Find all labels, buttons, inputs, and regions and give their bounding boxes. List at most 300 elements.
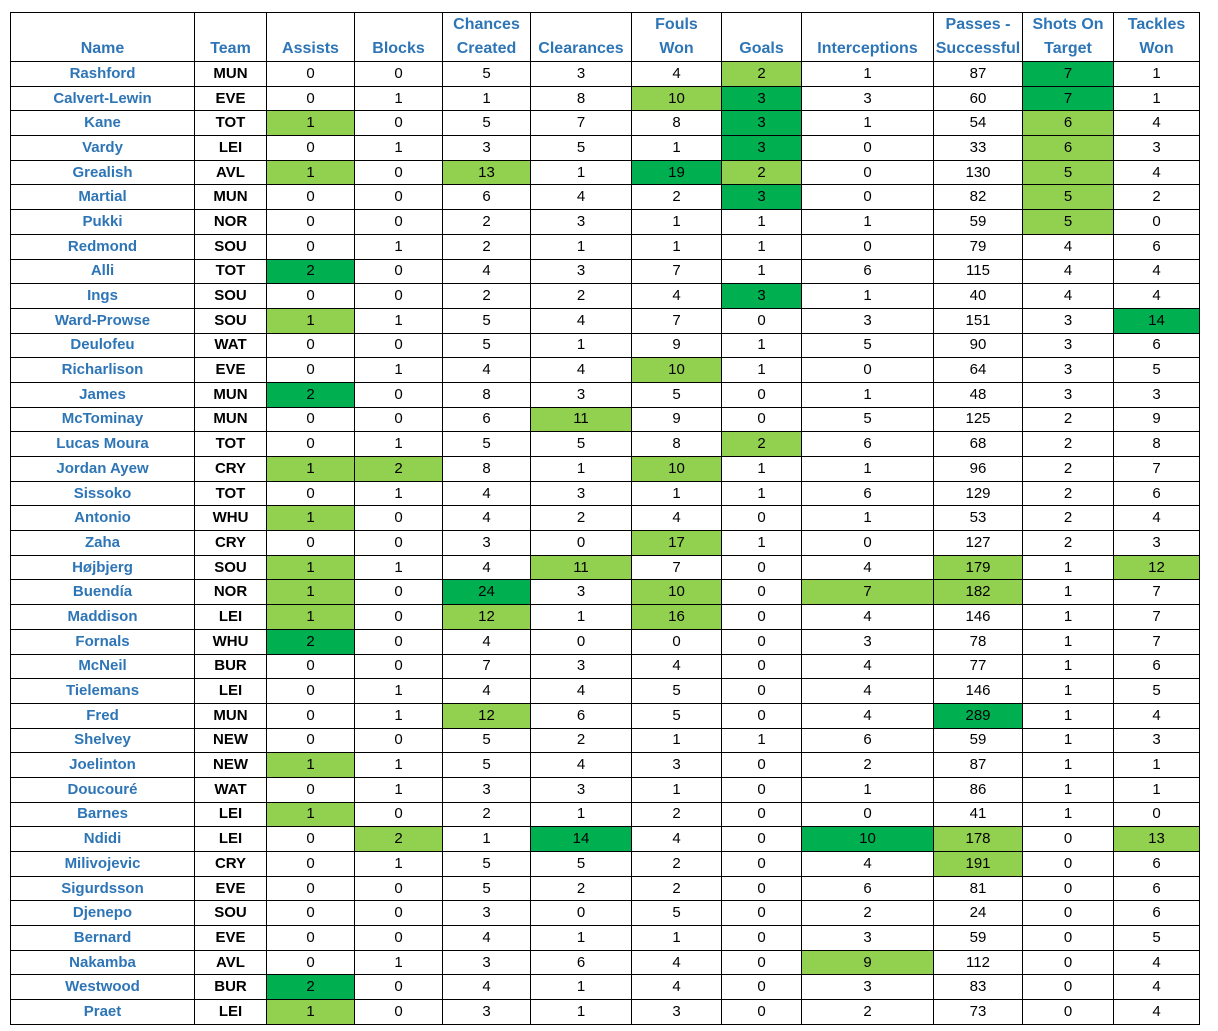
passes-successful-cell: 146 [934, 605, 1023, 630]
passes-successful-cell: 178 [934, 827, 1023, 852]
clearances-cell: 5 [531, 432, 632, 457]
player-name-cell: McNeil [11, 654, 195, 679]
shots-on-target-cell: 1 [1023, 728, 1114, 753]
table-row [11, 382, 1200, 407]
blocks-cell: 0 [355, 629, 443, 654]
fouls-won-cell: 3 [632, 753, 722, 778]
blocks-cell: 0 [355, 728, 443, 753]
clearances-cell: 3 [531, 382, 632, 407]
passes-successful-cell: 59 [934, 210, 1023, 235]
team-cell: WHU [195, 506, 267, 531]
passes-successful-cell: 59 [934, 926, 1023, 951]
assists-cell: 0 [267, 852, 355, 877]
interceptions-cell: 1 [802, 111, 934, 136]
assists-cell: 0 [267, 284, 355, 309]
interceptions-cell: 1 [802, 382, 934, 407]
passes-successful-cell: 53 [934, 506, 1023, 531]
clearances-cell: 4 [531, 753, 632, 778]
table-row [11, 950, 1200, 975]
chances-created-cell: 4 [443, 358, 531, 383]
player-name-cell: Zaha [11, 531, 195, 556]
clearances-cell: 6 [531, 950, 632, 975]
tackles-won-cell: 4 [1114, 703, 1200, 728]
assists-cell: 1 [267, 160, 355, 185]
team-cell: CRY [195, 457, 267, 482]
player-name-cell: Ndidi [11, 827, 195, 852]
blocks-cell: 1 [355, 308, 443, 333]
assists-cell: 0 [267, 950, 355, 975]
blocks-cell: 2 [355, 457, 443, 482]
team-cell: CRY [195, 531, 267, 556]
fouls-won-cell: 2 [632, 185, 722, 210]
tackles-won-cell: 7 [1114, 629, 1200, 654]
assists-cell: 0 [267, 876, 355, 901]
fouls-won-cell: 1 [632, 777, 722, 802]
table-row [11, 926, 1200, 951]
shots-on-target-cell: 2 [1023, 407, 1114, 432]
assists-cell: 1 [267, 802, 355, 827]
goals-cell: 0 [722, 679, 802, 704]
assists-cell: 1 [267, 580, 355, 605]
chances-created-cell: 5 [443, 852, 531, 877]
table-row [11, 432, 1200, 457]
blocks-cell: 1 [355, 703, 443, 728]
blocks-cell: 0 [355, 901, 443, 926]
interceptions-cell: 1 [802, 457, 934, 482]
interceptions-cell: 9 [802, 950, 934, 975]
passes-successful-cell: 86 [934, 777, 1023, 802]
tackles-won-cell: 6 [1114, 654, 1200, 679]
goals-cell: 2 [722, 160, 802, 185]
team-cell: LEI [195, 136, 267, 161]
goals-cell: 0 [722, 654, 802, 679]
team-cell: LEI [195, 827, 267, 852]
fouls-won-cell: 3 [632, 1000, 722, 1025]
clearances-cell: 2 [531, 284, 632, 309]
tackles-won-cell: 3 [1114, 136, 1200, 161]
assists-cell: 0 [267, 185, 355, 210]
table-row [11, 876, 1200, 901]
team-cell: SOU [195, 555, 267, 580]
fouls-won-cell: 1 [632, 234, 722, 259]
fouls-won-cell: 4 [632, 975, 722, 1000]
passes-successful-cell: 127 [934, 531, 1023, 556]
tackles-won-cell: 4 [1114, 259, 1200, 284]
fouls-won-cell: 9 [632, 407, 722, 432]
passes-successful-cell: 59 [934, 728, 1023, 753]
table-row [11, 975, 1200, 1000]
goals-cell: 3 [722, 111, 802, 136]
goals-cell: 1 [722, 259, 802, 284]
interceptions-cell: 5 [802, 333, 934, 358]
clearances-cell: 1 [531, 975, 632, 1000]
table-row [11, 777, 1200, 802]
passes-successful-cell: 78 [934, 629, 1023, 654]
chances-created-cell: 4 [443, 259, 531, 284]
assists-cell: 0 [267, 136, 355, 161]
column-header-passes-successful: Passes - Successful [934, 13, 1023, 62]
blocks-cell: 0 [355, 284, 443, 309]
team-cell: MUN [195, 185, 267, 210]
blocks-cell: 1 [355, 481, 443, 506]
team-cell: NEW [195, 753, 267, 778]
clearances-cell: 1 [531, 605, 632, 630]
clearances-cell: 3 [531, 580, 632, 605]
assists-cell: 0 [267, 703, 355, 728]
assists-cell: 0 [267, 901, 355, 926]
passes-successful-cell: 96 [934, 457, 1023, 482]
team-cell: TOT [195, 432, 267, 457]
shots-on-target-cell: 5 [1023, 210, 1114, 235]
chances-created-cell: 5 [443, 728, 531, 753]
player-name-cell: Maddison [11, 605, 195, 630]
chances-created-cell: 4 [443, 679, 531, 704]
interceptions-cell: 6 [802, 876, 934, 901]
chances-created-cell: 3 [443, 950, 531, 975]
player-name-cell: Milivojevic [11, 852, 195, 877]
tackles-won-cell: 0 [1114, 210, 1200, 235]
fouls-won-cell: 4 [632, 950, 722, 975]
tackles-won-cell: 4 [1114, 284, 1200, 309]
interceptions-cell: 10 [802, 827, 934, 852]
clearances-cell: 14 [531, 827, 632, 852]
player-name-cell: Doucouré [11, 777, 195, 802]
goals-cell: 0 [722, 555, 802, 580]
chances-created-cell: 4 [443, 506, 531, 531]
chances-created-cell: 24 [443, 580, 531, 605]
clearances-cell: 6 [531, 703, 632, 728]
assists-cell: 1 [267, 457, 355, 482]
fouls-won-cell: 17 [632, 531, 722, 556]
interceptions-cell: 2 [802, 753, 934, 778]
shots-on-target-cell: 7 [1023, 62, 1114, 87]
interceptions-cell: 3 [802, 629, 934, 654]
team-cell: BUR [195, 975, 267, 1000]
team-cell: TOT [195, 481, 267, 506]
column-header-chances-created: Chances Created [443, 13, 531, 62]
team-cell: LEI [195, 679, 267, 704]
clearances-cell: 0 [531, 629, 632, 654]
clearances-cell: 11 [531, 407, 632, 432]
interceptions-cell: 2 [802, 901, 934, 926]
interceptions-cell: 1 [802, 777, 934, 802]
team-cell: MUN [195, 703, 267, 728]
assists-cell: 1 [267, 605, 355, 630]
clearances-cell: 0 [531, 901, 632, 926]
tackles-won-cell: 8 [1114, 432, 1200, 457]
table-row [11, 210, 1200, 235]
goals-cell: 0 [722, 777, 802, 802]
passes-successful-cell: 24 [934, 901, 1023, 926]
goals-cell: 0 [722, 901, 802, 926]
clearances-cell: 3 [531, 481, 632, 506]
clearances-cell: 1 [531, 926, 632, 951]
blocks-cell: 0 [355, 62, 443, 87]
chances-created-cell: 4 [443, 481, 531, 506]
chances-created-cell: 2 [443, 210, 531, 235]
tackles-won-cell: 5 [1114, 926, 1200, 951]
tackles-won-cell: 3 [1114, 531, 1200, 556]
shots-on-target-cell: 4 [1023, 234, 1114, 259]
table-row [11, 62, 1200, 87]
blocks-cell: 0 [355, 876, 443, 901]
goals-cell: 0 [722, 605, 802, 630]
tackles-won-cell: 0 [1114, 802, 1200, 827]
clearances-cell: 3 [531, 62, 632, 87]
fouls-won-cell: 4 [632, 284, 722, 309]
fouls-won-cell: 16 [632, 605, 722, 630]
shots-on-target-cell: 4 [1023, 259, 1114, 284]
fouls-won-cell: 9 [632, 333, 722, 358]
table-row [11, 802, 1200, 827]
interceptions-cell: 5 [802, 407, 934, 432]
clearances-cell: 2 [531, 506, 632, 531]
assists-cell: 2 [267, 975, 355, 1000]
table-row [11, 284, 1200, 309]
fouls-won-cell: 5 [632, 382, 722, 407]
assists-cell: 1 [267, 1000, 355, 1025]
assists-cell: 2 [267, 382, 355, 407]
interceptions-cell: 3 [802, 308, 934, 333]
interceptions-cell: 1 [802, 506, 934, 531]
blocks-cell: 0 [355, 1000, 443, 1025]
team-cell: EVE [195, 926, 267, 951]
clearances-cell: 11 [531, 555, 632, 580]
blocks-cell: 2 [355, 827, 443, 852]
passes-successful-cell: 48 [934, 382, 1023, 407]
table-row [11, 506, 1200, 531]
goals-cell: 1 [722, 333, 802, 358]
team-cell: EVE [195, 358, 267, 383]
goals-cell: 1 [722, 481, 802, 506]
interceptions-cell: 0 [802, 234, 934, 259]
assists-cell: 0 [267, 62, 355, 87]
fouls-won-cell: 5 [632, 679, 722, 704]
clearances-cell: 0 [531, 531, 632, 556]
blocks-cell: 0 [355, 975, 443, 1000]
passes-successful-cell: 41 [934, 802, 1023, 827]
blocks-cell: 0 [355, 654, 443, 679]
tackles-won-cell: 6 [1114, 901, 1200, 926]
passes-successful-cell: 77 [934, 654, 1023, 679]
player-name-cell: Alli [11, 259, 195, 284]
chances-created-cell: 6 [443, 185, 531, 210]
chances-created-cell: 5 [443, 432, 531, 457]
fouls-won-cell: 19 [632, 160, 722, 185]
chances-created-cell: 5 [443, 62, 531, 87]
interceptions-cell: 3 [802, 975, 934, 1000]
shots-on-target-cell: 6 [1023, 136, 1114, 161]
team-cell: NOR [195, 580, 267, 605]
interceptions-cell: 0 [802, 185, 934, 210]
goals-cell: 2 [722, 62, 802, 87]
assists-cell: 0 [267, 481, 355, 506]
chances-created-cell: 12 [443, 703, 531, 728]
team-cell: SOU [195, 308, 267, 333]
goals-cell: 2 [722, 432, 802, 457]
column-header-clearances: Clearances [531, 13, 632, 62]
passes-successful-cell: 64 [934, 358, 1023, 383]
tackles-won-cell: 3 [1114, 728, 1200, 753]
player-name-cell: Rashford [11, 62, 195, 87]
shots-on-target-cell: 0 [1023, 876, 1114, 901]
chances-created-cell: 13 [443, 160, 531, 185]
blocks-cell: 1 [355, 852, 443, 877]
blocks-cell: 1 [355, 86, 443, 111]
table-header [11, 13, 1200, 62]
passes-successful-cell: 40 [934, 284, 1023, 309]
fouls-won-cell: 10 [632, 358, 722, 383]
goals-cell: 0 [722, 827, 802, 852]
player-name-cell: Fred [11, 703, 195, 728]
table-row [11, 531, 1200, 556]
goals-cell: 1 [722, 358, 802, 383]
blocks-cell: 1 [355, 555, 443, 580]
assists-cell: 2 [267, 629, 355, 654]
passes-successful-cell: 87 [934, 62, 1023, 87]
table-row [11, 234, 1200, 259]
tackles-won-cell: 6 [1114, 852, 1200, 877]
clearances-cell: 1 [531, 234, 632, 259]
player-name-cell: Kane [11, 111, 195, 136]
goals-cell: 3 [722, 86, 802, 111]
player-name-cell: Bernard [11, 926, 195, 951]
player-name-cell: Fornals [11, 629, 195, 654]
chances-created-cell: 4 [443, 975, 531, 1000]
chances-created-cell: 3 [443, 1000, 531, 1025]
tackles-won-cell: 3 [1114, 382, 1200, 407]
fouls-won-cell: 10 [632, 580, 722, 605]
passes-successful-cell: 125 [934, 407, 1023, 432]
shots-on-target-cell: 7 [1023, 86, 1114, 111]
table-row [11, 679, 1200, 704]
player-name-cell: Grealish [11, 160, 195, 185]
table-row [11, 185, 1200, 210]
tackles-won-cell: 7 [1114, 580, 1200, 605]
team-cell: LEI [195, 605, 267, 630]
shots-on-target-cell: 4 [1023, 284, 1114, 309]
tackles-won-cell: 4 [1114, 950, 1200, 975]
assists-cell: 1 [267, 506, 355, 531]
player-name-cell: Antonio [11, 506, 195, 531]
table-row [11, 136, 1200, 161]
goals-cell: 1 [722, 531, 802, 556]
clearances-cell: 3 [531, 777, 632, 802]
assists-cell: 2 [267, 259, 355, 284]
shots-on-target-cell: 3 [1023, 382, 1114, 407]
player-name-cell: Ward-Prowse [11, 308, 195, 333]
tackles-won-cell: 12 [1114, 555, 1200, 580]
interceptions-cell: 6 [802, 728, 934, 753]
blocks-cell: 1 [355, 136, 443, 161]
table-body [11, 62, 1200, 1025]
shots-on-target-cell: 5 [1023, 185, 1114, 210]
chances-created-cell: 6 [443, 407, 531, 432]
chances-created-cell: 2 [443, 802, 531, 827]
player-name-cell: Richarlison [11, 358, 195, 383]
clearances-cell: 1 [531, 160, 632, 185]
table-row [11, 481, 1200, 506]
player-name-cell: Djenepo [11, 901, 195, 926]
shots-on-target-cell: 2 [1023, 481, 1114, 506]
shots-on-target-cell: 2 [1023, 432, 1114, 457]
shots-on-target-cell: 1 [1023, 580, 1114, 605]
clearances-cell: 4 [531, 679, 632, 704]
interceptions-cell: 4 [802, 555, 934, 580]
table-row [11, 259, 1200, 284]
chances-created-cell: 3 [443, 136, 531, 161]
team-cell: AVL [195, 160, 267, 185]
blocks-cell: 0 [355, 333, 443, 358]
shots-on-target-cell: 1 [1023, 654, 1114, 679]
player-name-cell: Calvert-Lewin [11, 86, 195, 111]
team-cell: WAT [195, 777, 267, 802]
chances-created-cell: 2 [443, 234, 531, 259]
shots-on-target-cell: 0 [1023, 926, 1114, 951]
table-row [11, 86, 1200, 111]
fouls-won-cell: 8 [632, 432, 722, 457]
clearances-cell: 1 [531, 457, 632, 482]
blocks-cell: 0 [355, 531, 443, 556]
passes-successful-cell: 191 [934, 852, 1023, 877]
assists-cell: 0 [267, 358, 355, 383]
passes-successful-cell: 87 [934, 753, 1023, 778]
assists-cell: 0 [267, 531, 355, 556]
table-row [11, 358, 1200, 383]
tackles-won-cell: 6 [1114, 234, 1200, 259]
chances-created-cell: 4 [443, 555, 531, 580]
goals-cell: 0 [722, 876, 802, 901]
team-cell: MUN [195, 382, 267, 407]
interceptions-cell: 0 [802, 802, 934, 827]
tackles-won-cell: 14 [1114, 308, 1200, 333]
goals-cell: 0 [722, 407, 802, 432]
shots-on-target-cell: 3 [1023, 358, 1114, 383]
shots-on-target-cell: 0 [1023, 827, 1114, 852]
assists-cell: 1 [267, 555, 355, 580]
shots-on-target-cell: 1 [1023, 555, 1114, 580]
tackles-won-cell: 1 [1114, 86, 1200, 111]
tackles-won-cell: 7 [1114, 457, 1200, 482]
player-name-cell: Lucas Moura [11, 432, 195, 457]
goals-cell: 0 [722, 629, 802, 654]
table-row [11, 407, 1200, 432]
team-cell: AVL [195, 950, 267, 975]
fouls-won-cell: 1 [632, 136, 722, 161]
table-row [11, 728, 1200, 753]
passes-successful-cell: 289 [934, 703, 1023, 728]
goals-cell: 1 [722, 234, 802, 259]
assists-cell: 0 [267, 777, 355, 802]
interceptions-cell: 2 [802, 1000, 934, 1025]
passes-successful-cell: 68 [934, 432, 1023, 457]
blocks-cell: 0 [355, 185, 443, 210]
blocks-cell: 1 [355, 950, 443, 975]
team-cell: LEI [195, 802, 267, 827]
table-row [11, 1000, 1200, 1025]
column-header-shots-on-target: Shots On Target [1023, 13, 1114, 62]
table-row [11, 555, 1200, 580]
shots-on-target-cell: 1 [1023, 679, 1114, 704]
clearances-cell: 3 [531, 210, 632, 235]
tackles-won-cell: 9 [1114, 407, 1200, 432]
interceptions-cell: 4 [802, 605, 934, 630]
player-name-cell: Westwood [11, 975, 195, 1000]
fouls-won-cell: 10 [632, 457, 722, 482]
blocks-cell: 0 [355, 802, 443, 827]
goals-cell: 0 [722, 926, 802, 951]
clearances-cell: 7 [531, 111, 632, 136]
